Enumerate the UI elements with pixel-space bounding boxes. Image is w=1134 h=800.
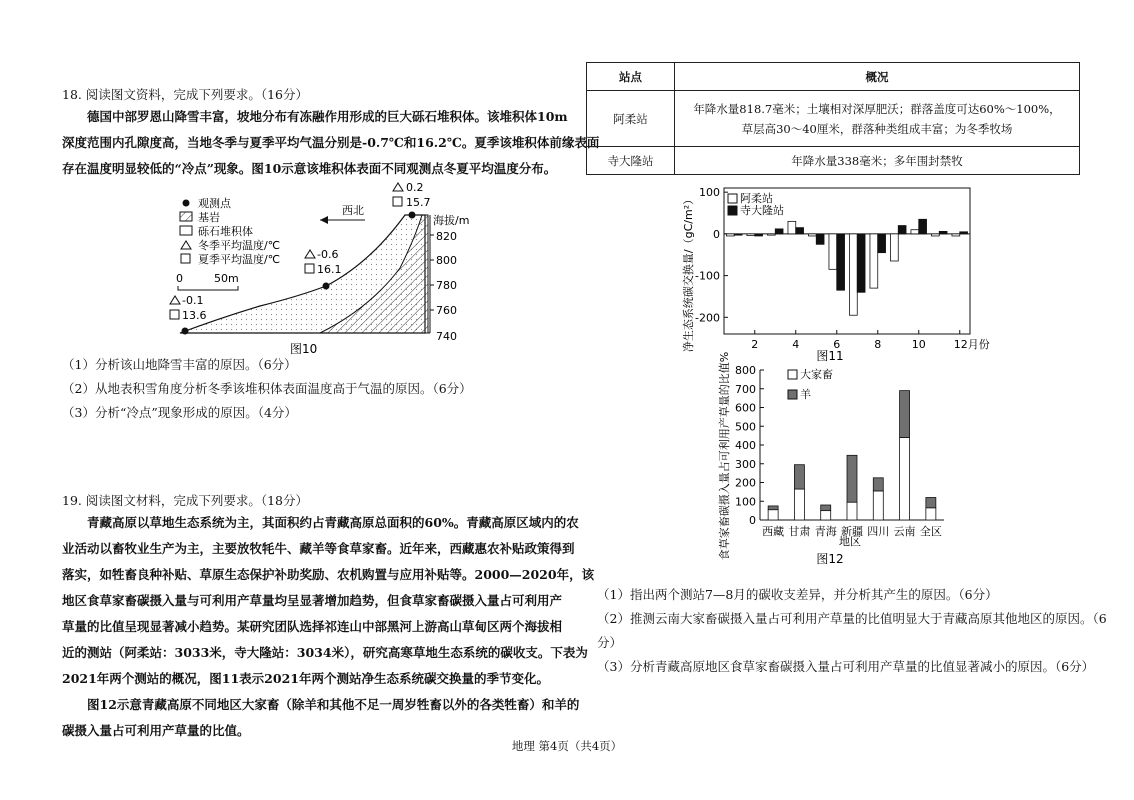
x-tick-label: 新疆: [841, 525, 863, 538]
y-tick-label: 100: [735, 495, 756, 509]
q18-question: （2）从地表积雪角度分析冬季该堆积体表面温度高于气温的原因。（6分）: [62, 381, 472, 396]
q19-para-line: 地区食草家畜碳摄入量与可利用产草量均呈显著增加趋势，但食草家畜碳摄入量占可利用产: [62, 593, 563, 608]
x-tick-label: 西藏: [762, 525, 785, 538]
bar-sheep: [926, 498, 936, 508]
q19-question: 分）: [597, 635, 623, 650]
legend-label: 羊: [800, 388, 811, 401]
winter-temp-label: -0.1: [182, 294, 204, 307]
fig12-ylabel: 食草家畜碳摄入量占可利用产草量的比值%: [718, 351, 731, 561]
figure-10: [160, 178, 480, 356]
elev-title: 海拔/m: [433, 214, 470, 227]
y-tick-label: 700: [735, 382, 756, 396]
bar-arou: [829, 234, 837, 269]
bar-sidalong: [878, 234, 886, 253]
elev-tick: 780: [436, 279, 457, 292]
q19-question: （3）分析青藏高原地区食草家畜碳摄入量占可利用产草量的比值显著减小的原因。（6分）: [597, 659, 1095, 674]
observation-point: [323, 283, 330, 290]
legend-label: 大家畜: [800, 368, 833, 381]
bar-sidalong: [898, 226, 906, 234]
legend-hatch-icon: [180, 212, 192, 221]
y-tick-label: -200: [695, 311, 720, 325]
bar-sidalong: [837, 234, 845, 290]
q19-para-line: 碳摄入量占可利用产草量的比值。: [62, 723, 250, 738]
y-tick-label: 800: [735, 364, 756, 377]
table-header: 概况: [675, 63, 1080, 91]
bar-sheep: [900, 391, 910, 438]
x-tick-label: 8: [874, 338, 882, 351]
bar-arou: [890, 234, 898, 261]
elev-tick: 740: [436, 330, 457, 343]
bar-arou: [870, 234, 878, 288]
bar-arou: [952, 234, 960, 236]
bar-sheep: [821, 505, 831, 511]
elev-tick: 820: [436, 230, 457, 243]
x-tick-label: 4: [792, 338, 800, 351]
legend-swatch: [788, 370, 797, 379]
q19-question: （1）指出两个测站7—8月的碳收支差异，并分析其产生的原因。（6分）: [597, 587, 998, 602]
station-name: 寺大隆站: [587, 147, 675, 175]
q18-question: （1）分析该山地降雪丰富的原因。（6分）: [62, 357, 297, 372]
bar-arou: [911, 230, 919, 234]
observation-point: [182, 328, 189, 335]
bar-arou: [788, 221, 796, 234]
legend-label: 观测点: [198, 197, 231, 210]
y-tick-label: 200: [735, 476, 756, 490]
bar-livestock: [847, 502, 857, 520]
bar-arou: [849, 234, 857, 315]
legend-label: 寺大隆站: [740, 204, 784, 217]
legend-swatch: [728, 206, 737, 215]
q19-para-line: 草量的比值呈现显著减小趋势。某研究团队选择祁连山中部黑河上游高山草甸区两个海拔相: [62, 619, 563, 634]
figure-caption: 图10: [290, 342, 318, 356]
legend-label: 夏季平均温度/℃: [198, 253, 281, 266]
q19-question: （2）推测云南大家畜碳摄入量占可利用产草量的比值明显大于青藏高原其他地区的原因。（6: [597, 611, 1107, 626]
bar-livestock: [900, 438, 910, 521]
bar-sheep: [873, 478, 883, 491]
station-desc: 草层高30～40厘米，群落种类组成丰富；为冬季牧场: [741, 121, 1013, 136]
bar-arou: [726, 234, 734, 236]
legend-point-icon: [183, 200, 190, 207]
bar-sheep: [847, 455, 857, 502]
bar-livestock: [926, 508, 936, 520]
legend-label: 基岩: [198, 211, 220, 224]
y-tick-label: 400: [735, 439, 756, 452]
scale-bar: [178, 286, 238, 290]
table-row: [587, 91, 1080, 147]
legend-square-icon: [181, 254, 190, 263]
figure-11-chart: [680, 178, 1000, 368]
q19-para-line: 落实，如牲畜良种补贴、草原生态保护补助奖励、农机购置与应用补贴等。2000—2020年，该: [62, 567, 595, 582]
bar-sheep: [794, 465, 804, 489]
fig12-caption: 图12: [816, 552, 844, 566]
legend-triangle-icon: [181, 241, 191, 249]
summer-temp-label: 16.1: [317, 263, 342, 276]
q19-para-line: 业活动以畜牧业生产为主，主要放牧牦牛、藏羊等食草家畜。近年来，西藏惠农补贴政策得到: [62, 541, 575, 556]
y-tick-label: -100: [695, 269, 720, 283]
x-tick-label: 6: [833, 338, 841, 351]
scale-zero: 0: [176, 272, 183, 285]
legend-swatch: [788, 390, 797, 399]
summer-temp-label: 13.6: [182, 309, 207, 322]
station-desc: 年降水量338毫米；多年围封禁牧: [675, 147, 1080, 175]
fig12-xlabel: 地区: [839, 535, 861, 548]
q18-para-line: 存在温度明显较低的“冷点”现象。图10示意该堆积体表面不同观测点冬夏平均温度分布。: [62, 161, 557, 176]
x-tick-label: 全区: [919, 525, 942, 538]
x-tick-label: 四川: [867, 525, 890, 538]
elev-tick: 800: [436, 254, 457, 267]
legend-box-icon: [180, 226, 192, 235]
table-header: 站点: [587, 63, 675, 91]
bar-sheep: [768, 506, 778, 510]
q19-heading: 19. 阅读图文材料，完成下列要求。（18分）: [62, 493, 309, 508]
x-tick-label: 青海: [814, 525, 837, 538]
page-footer: 地理 第4页（共4页）: [511, 739, 623, 753]
q18-para-line: 德国中部罗恩山降雪丰富，坡地分布有冻融作用形成的巨大砾石堆积体。该堆积体10m: [87, 109, 568, 124]
bar-sidalong: [816, 234, 824, 244]
y-tick-label: 300: [735, 457, 756, 471]
observation-point: [409, 212, 416, 219]
legend-label: 冬季平均温度/℃: [198, 239, 281, 252]
bar-livestock: [821, 511, 831, 520]
elev-tick: 760: [436, 304, 457, 317]
winter-temp-label: -0.6: [317, 248, 339, 261]
table-row: [587, 147, 1080, 175]
q18-question: （3）分析“冷点”现象形成的原因。（4分）: [62, 405, 297, 420]
y-tick-label: 100: [699, 186, 720, 200]
station-name: 阿柔站: [587, 91, 675, 147]
bar-sidalong: [939, 231, 947, 234]
bar-arou: [808, 234, 816, 236]
bar-sidalong: [775, 229, 783, 234]
q18-paragraph: [62, 104, 600, 182]
bar-sidalong: [796, 228, 804, 234]
x-tick-label: 12月份: [953, 338, 990, 351]
bar-livestock: [794, 489, 804, 520]
q19-para-line: 近的测站（阿柔站：3033米，寺大隆站：3034米），研究高寒草地生态系统的碳收支。下表为: [62, 645, 588, 660]
fig11-ylabel: 净生态系统碳交换量/（gC/m²）: [682, 193, 695, 353]
x-tick-label: 10: [911, 338, 926, 351]
bar-arou: [747, 234, 755, 236]
q19-para-line: 图12示意青藏高原不同地区大家畜（除羊和其他不足一周岁牲畜以外的各类牲畜）和羊的: [87, 697, 580, 712]
y-tick-label: 0: [713, 227, 720, 241]
q19-para-line: 青藏高原以草地生态系统为主，其面积约占青藏高原总面积的60%。青藏高原区域内的农: [87, 515, 579, 530]
station-table: [586, 62, 1080, 175]
q18-heading: 18. 阅读图文资料，完成下列要求。（16分）: [62, 87, 309, 102]
q19-para-line: 2021年两个测站的概况，图11表示2021年两个测站净生态系统碳交换量的季节变化。: [62, 671, 549, 686]
bar-sidalong: [755, 234, 763, 236]
bar-livestock: [873, 491, 883, 520]
y-tick-label: 0: [749, 514, 756, 527]
scale-label: 50m: [214, 272, 239, 285]
bar-sidalong: [919, 219, 927, 234]
fig11-caption: 图11: [816, 349, 844, 363]
legend-swatch: [728, 194, 737, 203]
bar-arou: [931, 234, 939, 236]
x-tick-label: 甘肃: [788, 525, 811, 538]
bar-sidalong: [734, 234, 742, 235]
x-tick-label: 2: [751, 338, 759, 351]
q19-paragraph: [62, 510, 595, 744]
x-tick-label: 云南: [893, 525, 916, 538]
legend-label: 砾石堆积体: [198, 225, 253, 238]
y-tick-label: 600: [735, 401, 756, 415]
bar-sidalong: [960, 232, 968, 234]
winter-temp-label: 0.2: [406, 181, 424, 194]
q18-para-line: 深度范围内孔隙度高，当地冬季与夏季平均气温分别是-0.7℃和16.2℃。夏季该堆积体前缘表面: [62, 135, 600, 150]
summer-temp-label: 15.7: [406, 196, 431, 209]
bar-arou: [767, 234, 775, 235]
bar-sidalong: [857, 234, 865, 292]
bar-livestock: [768, 510, 778, 520]
legend-label: 阿柔站: [740, 192, 773, 205]
station-desc: 年降水量818.7毫米；土壤相对深厚肥沃；群落盖度可达60%～100%，: [693, 101, 1061, 116]
direction-label: 西北: [342, 204, 364, 217]
y-tick-label: 500: [735, 420, 756, 434]
